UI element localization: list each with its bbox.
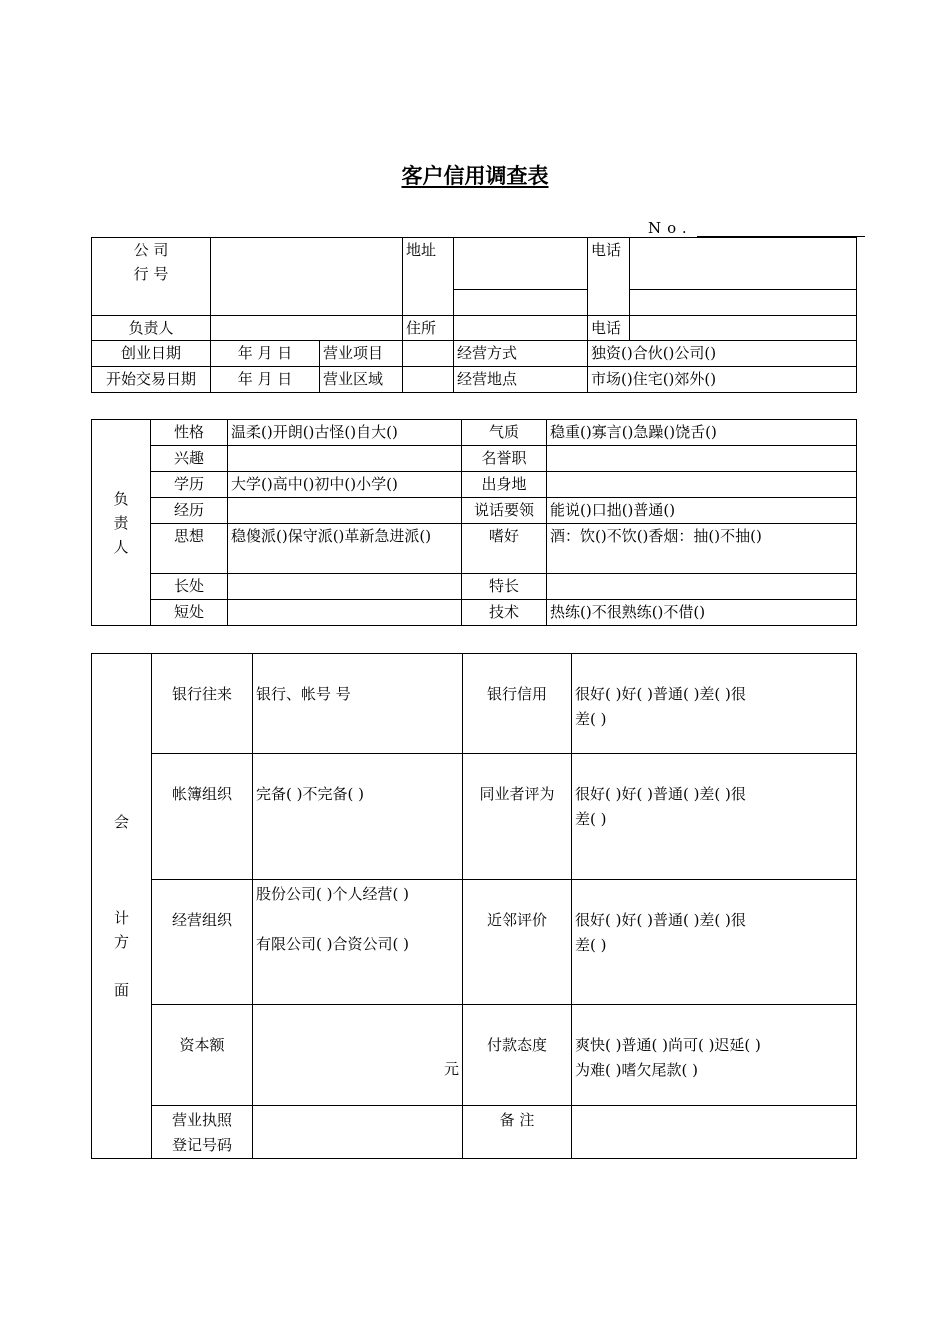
capital-unit: 元 [443, 1060, 459, 1078]
temperament-options[interactable]: 稳重()寡言()急躁()饶舌() [547, 420, 857, 446]
payment-options[interactable]: 爽快( )普通( )尚可( )迟延( ) 为难( )嗜欠尾款( ) [572, 1005, 857, 1106]
books-options[interactable]: 完备( )不完备( ) [253, 754, 463, 880]
org-options[interactable]: 股份公司( )个人经营( ) 有限公司( )合资公司( ) [253, 880, 463, 1005]
license-label: 营业执照 登记号码 [152, 1106, 253, 1159]
principal-profile-table [91, 419, 857, 626]
mgmt-site-label: 经营地点 [454, 367, 588, 393]
speech-options[interactable]: 能说()口拙()普通() [547, 498, 857, 524]
phone-label-2: 电话 [588, 316, 630, 341]
capital-label: 资本额 [152, 1005, 253, 1106]
interest-label: 兴趣 [151, 446, 228, 472]
address-label: 地址 [403, 238, 454, 316]
interest-field[interactable] [228, 446, 462, 472]
founded-label: 创业日期 [92, 341, 211, 367]
bank-credit-options[interactable]: 很好( )好( )普通( )差( )很 差( ) [572, 654, 857, 754]
strength-field[interactable] [228, 574, 462, 600]
mgmt-mode-options[interactable]: 独资()合伙()公司() [588, 341, 857, 367]
company-name-field[interactable] [211, 238, 403, 316]
experience-label: 经历 [151, 498, 228, 524]
accounting-section-label: 会 计 方 面 [92, 654, 152, 1159]
business-area-label: 营业区域 [320, 367, 403, 393]
payment-label: 付款态度 [463, 1005, 572, 1106]
strength-label: 长处 [151, 574, 228, 600]
honor-label: 名誉职 [462, 446, 547, 472]
mgmt-mode-label: 经营方式 [454, 341, 588, 367]
phone-field-2[interactable] [630, 289, 857, 315]
peer-rating-options[interactable]: 很好( )好( )普通( )差( )很 差( ) [572, 754, 857, 880]
phone-label: 电话 [588, 238, 630, 316]
mgmt-site-options[interactable]: 市场()住宅()郊外() [588, 367, 857, 393]
principal-section-label: 负 责 人 [92, 420, 151, 626]
weakness-field[interactable] [228, 600, 462, 626]
start-trade-label: 开始交易日期 [92, 367, 211, 393]
speech-label: 说话要领 [462, 498, 547, 524]
address-field-1[interactable] [454, 238, 588, 290]
education-options[interactable]: 大学()高中()初中()小学() [228, 472, 462, 498]
business-items-field[interactable] [403, 341, 454, 367]
books-label: 帐簿组织 [152, 754, 253, 880]
business-area-field[interactable] [403, 367, 454, 393]
residence-label: 住所 [403, 316, 454, 341]
remark-field[interactable] [572, 1106, 857, 1159]
founded-date-field[interactable]: 年 月 日 [211, 341, 320, 367]
thought-options[interactable]: 稳傻派()保守派()革新急进派() [228, 524, 462, 574]
hobby-options[interactable]: 酒：饮()不饮()香烟：抽()不抽() [547, 524, 857, 574]
thought-label: 思想 [151, 524, 228, 574]
peer-rating-label: 同业者评为 [463, 754, 572, 880]
start-trade-date-field[interactable]: 年 月 日 [211, 367, 320, 393]
bank-account-field[interactable]: 银行、帐号 号 [253, 654, 463, 754]
company-info-table [91, 237, 857, 393]
neighbor-rating-options[interactable]: 很好( )好( )普通( )差( )很 差( ) [572, 880, 857, 1005]
personality-label: 性格 [151, 420, 228, 446]
birthplace-field[interactable] [547, 472, 857, 498]
weakness-label: 短处 [151, 600, 228, 626]
address-field-2[interactable] [454, 289, 588, 315]
skill-options[interactable]: 热练()不很熟练()不借() [547, 600, 857, 626]
capital-field[interactable] [253, 1005, 463, 1106]
temperament-label: 气质 [462, 420, 547, 446]
specialty-label: 特长 [462, 574, 547, 600]
skill-label: 技术 [462, 600, 547, 626]
serial-number-label: No. [648, 219, 693, 237]
accounting-table [91, 653, 857, 1159]
hobby-label: 嗜好 [462, 524, 547, 574]
neighbor-rating-label: 近邻评价 [463, 880, 572, 1005]
residence-field[interactable] [454, 316, 588, 341]
personality-options[interactable]: 温柔()开朗()古怪()自大() [228, 420, 462, 446]
phone-field-3[interactable] [630, 316, 857, 341]
page-title: 客户信用调查表 [401, 164, 549, 188]
principal-label: 负责人 [92, 316, 211, 341]
principal-field[interactable] [211, 316, 403, 341]
experience-field[interactable] [228, 498, 462, 524]
bank-label: 银行往来 [152, 654, 253, 754]
specialty-field[interactable] [547, 574, 857, 600]
education-label: 学历 [151, 472, 228, 498]
bank-credit-label: 银行信用 [463, 654, 572, 754]
phone-field-1[interactable] [630, 238, 857, 290]
license-number-field[interactable] [253, 1106, 463, 1159]
birthplace-label: 出身地 [462, 472, 547, 498]
org-label: 经营组织 [152, 880, 253, 1005]
remark-label: 备 注 [463, 1106, 572, 1159]
honor-field[interactable] [547, 446, 857, 472]
business-items-label: 营业项目 [320, 341, 403, 367]
company-label: 公 司 行 号 [92, 238, 211, 316]
